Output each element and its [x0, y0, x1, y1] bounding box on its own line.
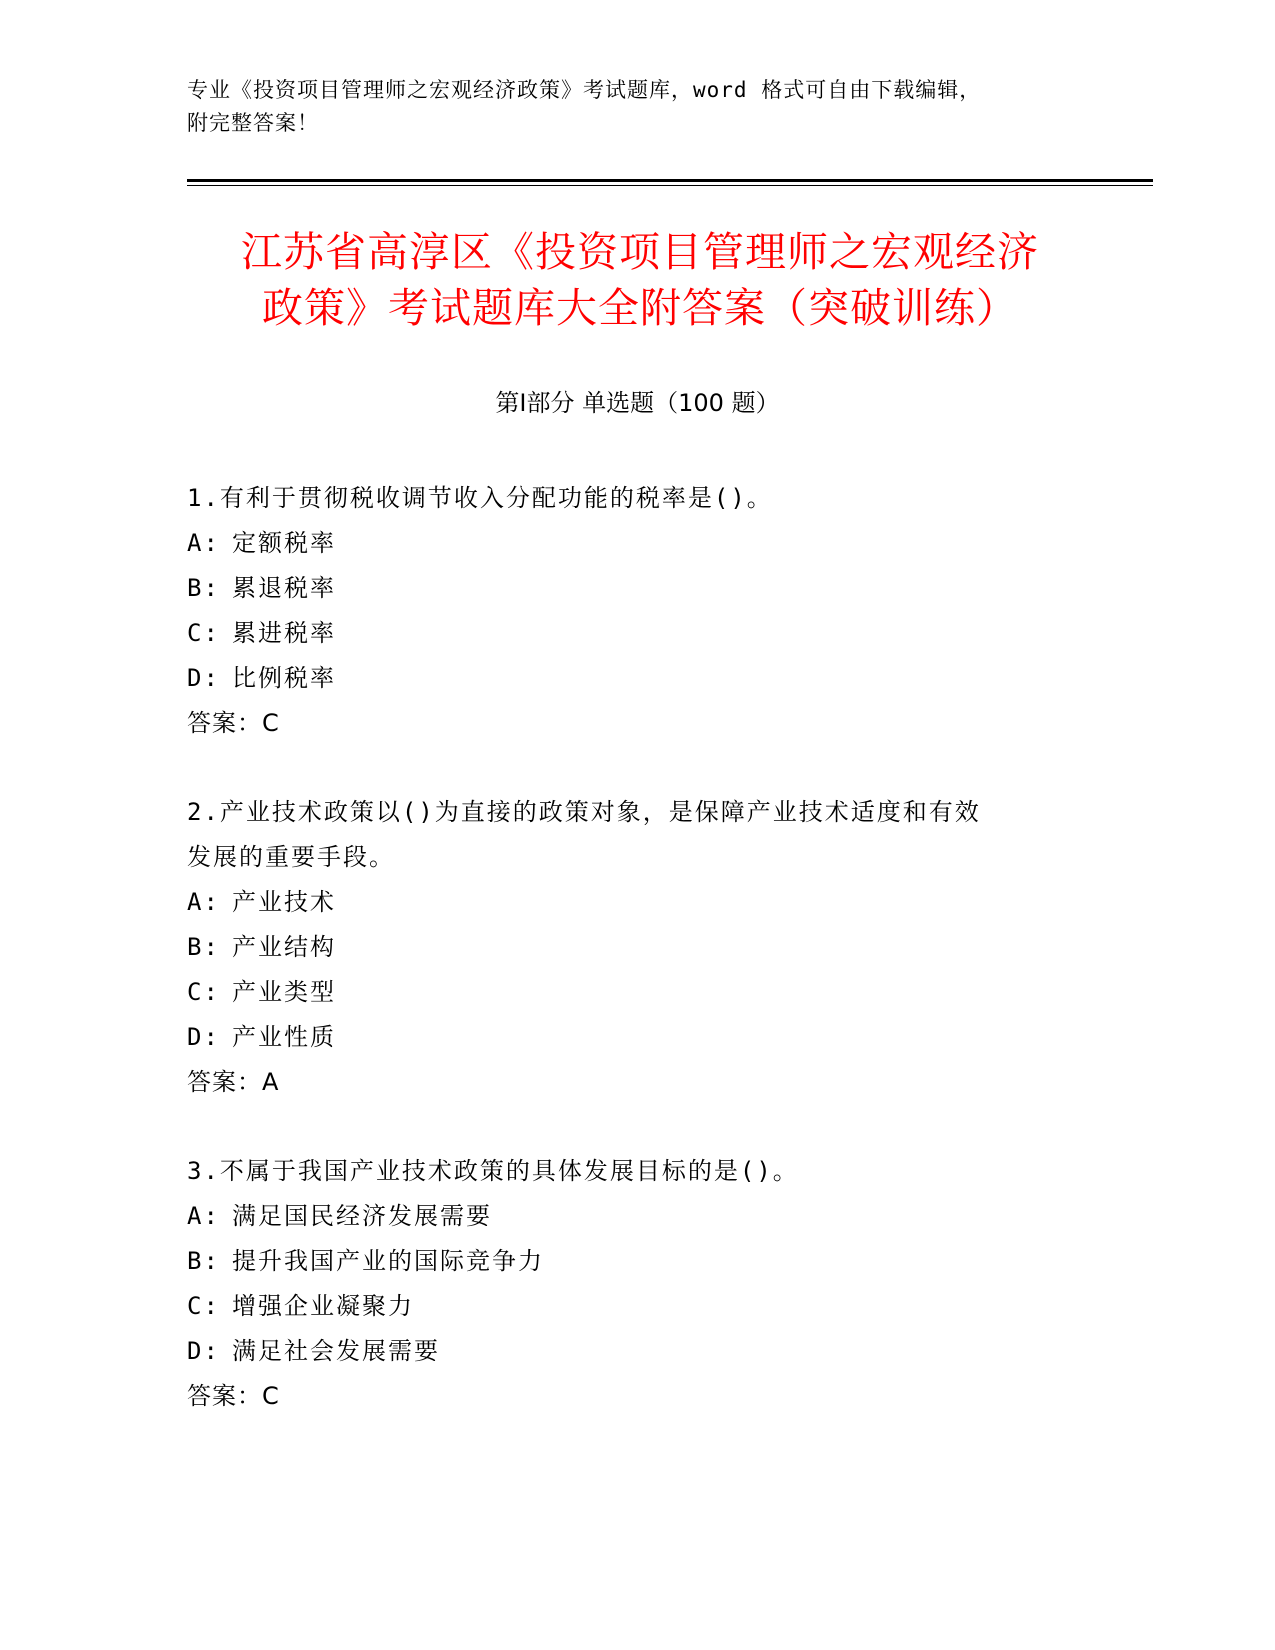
header-note-line-1: 专业《投资项目管理师之宏观经济政策》考试题库，word 格式可自由下载编辑， — [187, 78, 982, 102]
question-item — [187, 1149, 1067, 1419]
question-item — [187, 790, 1067, 1105]
question-option — [187, 970, 1067, 1015]
option-text: 满足社会发展需要 — [232, 1337, 440, 1365]
question-list — [187, 476, 1067, 1463]
option-letter: C: — [187, 1292, 220, 1320]
option-letter: A: — [187, 888, 220, 916]
option-text: 比例税率 — [232, 664, 336, 692]
option-text: 累退税率 — [232, 574, 336, 602]
question-stem-line: 2.产业技术政策以()为直接的政策对象，是保障产业技术适度和有效 — [187, 798, 981, 826]
option-text: 产业技术 — [232, 888, 336, 916]
option-letter: B: — [187, 574, 220, 602]
option-letter: D: — [187, 1337, 220, 1365]
option-text: 定额税率 — [232, 529, 336, 557]
option-letter: C: — [187, 619, 220, 647]
header-note-line-2: 附完整答案！ — [187, 111, 319, 135]
header-divider-thick — [187, 179, 1153, 182]
question-option — [187, 611, 1067, 656]
question-answer: 答案：C — [187, 709, 280, 737]
question-stem — [187, 790, 1067, 880]
document-title-line-2: 政策》考试题库大全附答案（突破训练） — [262, 284, 1018, 332]
option-text: 累进税率 — [232, 619, 336, 647]
question-option — [187, 925, 1067, 970]
document-title-line-1: 江苏省高淳区《投资项目管理师之宏观经济 — [241, 228, 1039, 276]
question-stem-line: 3.不属于我国产业技术政策的具体发展目标的是()。 — [187, 1157, 799, 1185]
option-letter: D: — [187, 664, 220, 692]
question-answer: 答案：C — [187, 1382, 280, 1410]
question-option — [187, 1239, 1067, 1284]
option-letter: A: — [187, 529, 220, 557]
question-stem-line: 发展的重要手段。 — [187, 843, 395, 871]
option-letter: B: — [187, 1247, 220, 1275]
option-text: 满足国民经济发展需要 — [232, 1202, 492, 1230]
document-title — [160, 224, 1120, 336]
option-letter: A: — [187, 1202, 220, 1230]
option-text: 提升我国产业的国际竞争力 — [232, 1247, 544, 1275]
option-letter: C: — [187, 978, 220, 1006]
option-text: 产业结构 — [232, 933, 336, 961]
option-text: 产业性质 — [232, 1023, 336, 1051]
question-option — [187, 566, 1067, 611]
question-answer: 答案：A — [187, 1068, 280, 1096]
question-stem — [187, 476, 1067, 521]
option-letter: B: — [187, 933, 220, 961]
question-option — [187, 656, 1067, 701]
question-item — [187, 476, 1067, 746]
option-text: 增强企业凝聚力 — [232, 1292, 414, 1320]
question-option — [187, 880, 1067, 925]
section-heading: 第Ⅰ部分 单选题（100 题） — [495, 389, 780, 417]
question-option — [187, 521, 1067, 566]
header-divider-thin — [187, 185, 1153, 186]
question-option — [187, 1329, 1067, 1374]
option-text: 产业类型 — [232, 978, 336, 1006]
question-stem-line: 1.有利于贯彻税收调节收入分配功能的税率是()。 — [187, 484, 773, 512]
option-letter: D: — [187, 1023, 220, 1051]
header-note — [187, 74, 1087, 140]
question-stem — [187, 1149, 1067, 1194]
question-option — [187, 1194, 1067, 1239]
question-option — [187, 1284, 1067, 1329]
question-option — [187, 1015, 1067, 1060]
